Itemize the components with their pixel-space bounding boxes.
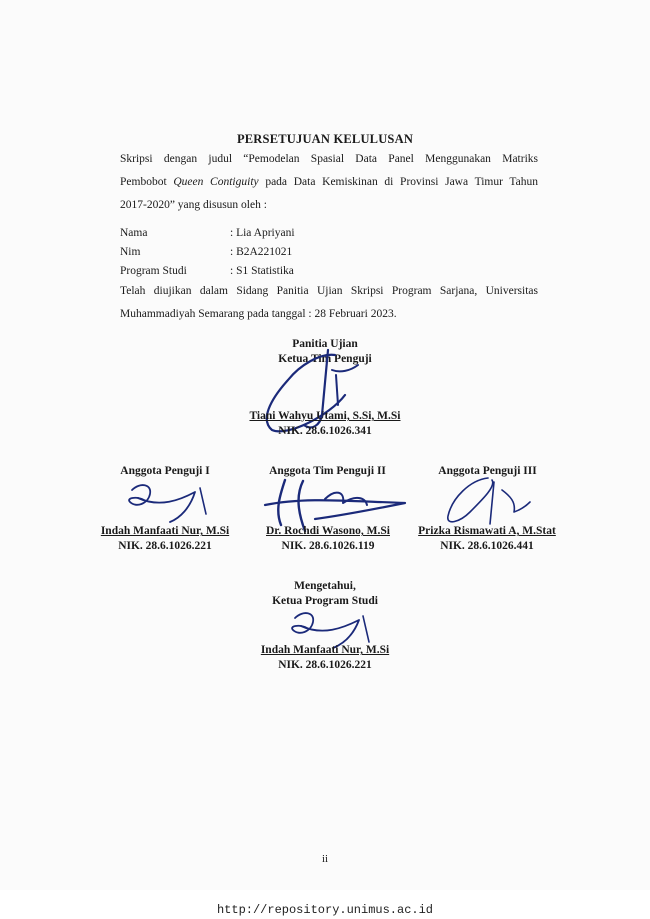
exam-paragraph	[120, 280, 538, 326]
examiner-2-role: Anggota Tim Penguji II	[269, 465, 386, 477]
program-head-heading: Ketua Program Studi	[272, 595, 378, 607]
examiner-3-role: Anggota Penguji III	[438, 465, 537, 477]
intro-italic-term: Queen Contiguity	[173, 176, 259, 188]
examiner-1-role: Anggota Penguji I	[120, 465, 210, 477]
exam-line-1: Telah diujikan dalam Sidang Panitia Ujian Skripsi Program Sarjana, Universitas	[120, 285, 538, 297]
repository-url[interactable]: http://repository.unimus.ac.id	[216, 903, 434, 917]
committee-heading: Panitia Ujian	[292, 338, 358, 350]
examiner-3-nik: NIK. 28.6.1026.441	[440, 540, 534, 552]
name-label: Nama	[120, 227, 148, 239]
name-value: : Lia Apriyani	[230, 227, 295, 239]
thesis-title-paragraph	[120, 148, 538, 217]
program-head-nik: NIK. 28.6.1026.221	[278, 659, 372, 671]
examiner-1-signature	[110, 478, 230, 528]
page-number: ii	[321, 853, 329, 865]
program-head-name: Indah Manfaati Nur, M.Si	[260, 644, 390, 656]
intro-line-2: Pembobot Queen Contiguity pada Data Kemiskinan di Provinsi Jawa Timur Tahun	[120, 176, 538, 188]
program-label: Program Studi	[120, 265, 187, 277]
approval-heading: Mengetahui,	[294, 580, 356, 592]
chair-name: Tiani Wahyu Utami, S.Si, M.Si	[249, 410, 401, 422]
examiner-3-signature	[430, 472, 550, 532]
nim-label: Nim	[120, 246, 141, 258]
examiner-1-name: Indah Manfaati Nur, M.Si	[100, 525, 230, 537]
page-title: PERSETUJUAN KELULUSAN	[236, 132, 414, 146]
chair-nik: NIK. 28.6.1026.341	[278, 425, 372, 437]
examiner-3-name: Prizka Rismawati A, M.Stat	[418, 525, 556, 537]
intro-line-1: Skripsi dengan judul “Pemodelan Spasial Data Panel Menggunakan Matriks	[120, 153, 538, 165]
intro-line-3: 2017-2020” yang disusun oleh :	[120, 199, 267, 211]
examiner-2-name: Dr. Rochdi Wasono, M.Si	[266, 525, 390, 537]
chair-heading: Ketua Tim Penguji	[278, 353, 372, 365]
nim-value: : B2A221021	[230, 246, 293, 258]
examiner-2-nik: NIK. 28.6.1026.119	[281, 540, 375, 552]
exam-line-2: Muhammadiyah Semarang pada tanggal : 28 Februari 2023.	[120, 308, 397, 320]
examiner-1-nik: NIK. 28.6.1026.221	[118, 540, 212, 552]
program-value: : S1 Statistika	[230, 265, 294, 277]
